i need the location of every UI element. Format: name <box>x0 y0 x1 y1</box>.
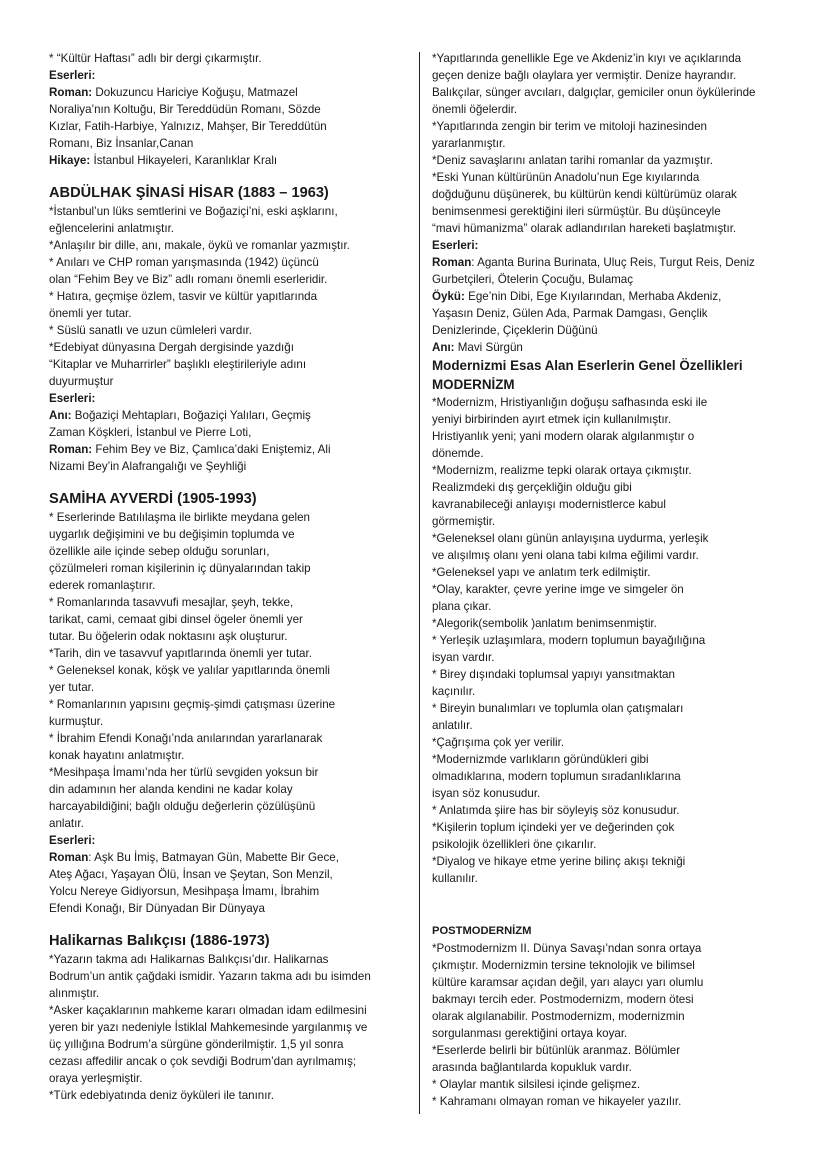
text-line: kaçınılır. <box>432 685 476 698</box>
text-line: * Kahramanı olmayan roman ve hikayeler yazılır. <box>432 1095 682 1108</box>
text-line: anlatılır. <box>432 719 473 732</box>
text-line: kavranabileceği anlayışı modernistlerce kabul <box>432 498 666 511</box>
text-line: Kızlar, Fatih-Harbiye, Yalnızız, Mahşer, Bir Tereddütün <box>49 120 327 133</box>
ayverdi-paragraph <box>49 509 405 832</box>
text-line: *Yapıtlarında zengin bir terim ve mitoloji hazinesinden <box>432 120 707 133</box>
text-line: Nizami Bey’in Alafrangalığı ve Şeyhliği <box>49 460 247 473</box>
text-line: çözülmeleri roman kişilerinin iç dünyalarından takip <box>49 562 311 575</box>
text-line: Yolcu Nereye Gidiyorsun, Mesihpaşa İmamı, İbrahim <box>49 885 320 898</box>
text-line: *Modernizm, realizme tepki olarak ortaya çıkmıştır. <box>432 464 692 477</box>
balikcisi-paragraph <box>49 951 405 1104</box>
text-line: *Geleneksel olanı günün anlayışına uydurma, yerleşik <box>432 532 709 545</box>
text-line: uygarlık değişimini ve bu değişimin toplumda ve <box>49 528 295 541</box>
text-line: *Deniz savaşlarını anlatan tarihi romanlar da yazmıştır. <box>432 154 713 167</box>
oyku-entry <box>432 288 784 305</box>
roman-entry <box>49 849 405 866</box>
balikcisi-continued-paragraph <box>432 50 784 237</box>
text-line: benimsenmesi gerektiğini ileri sürmüştür. Bu düşünceyle <box>432 205 721 218</box>
text-line: Yaşasın Deniz, Gülen Ada, Parmak Damgası, Gençlik <box>432 307 708 320</box>
section-heading-modernism-works: Modernizmi Esas Alan Eserlerin Genel Özellikleri <box>432 358 743 373</box>
text-line: Ege’nin Dibi, Ege Kıyılarından, Merhaba Akdeniz, <box>464 290 722 303</box>
roman-entry <box>49 84 405 101</box>
hikaye-entry <box>49 152 405 169</box>
works-label: Eserleri: <box>432 239 479 252</box>
text-line: *Olay, karakter, çevre yerine imge ve simgeler ön <box>432 583 684 596</box>
text-line: olarak algılanabilir. Postmodernizm, modernizmin <box>432 1010 685 1023</box>
right-column <box>432 50 784 1110</box>
hisar-paragraph <box>49 203 405 390</box>
text-line: harcayabildiğini; bağlı olduğu değerlerin çözülüşünü <box>49 800 316 813</box>
text-line: *Modernizm, Hristiyanlığın doğuşu safhasında eski ile <box>432 396 708 409</box>
roman-entry <box>49 441 405 458</box>
text-line: çıkmıştır. Modernizmin tersine teknolojik ve bilimsel <box>432 959 695 972</box>
text-line: Hristiyanlık yeni; yani modern olarak algılanmıştır o <box>432 430 695 443</box>
text-line: olmadıklarına, modern toplumun sıradanlıklarına <box>432 770 681 783</box>
text-line: alınmıştır. <box>49 987 100 1000</box>
text-line: *Eserlerde belirli bir bütünlük aranmaz. Bölümler <box>432 1044 681 1057</box>
hikaye-label: Hikaye: <box>49 154 91 167</box>
text-line: *Yazarın takma adı Halikarnas Balıkçısı’dır. Halikarnas <box>49 953 329 966</box>
text-line: “mavi hümanizma” olarak adlandırılan hareketi başlatmıştır. <box>432 222 737 235</box>
text-line: plana çıkar. <box>432 600 492 613</box>
text-line: yararlanmıştır. <box>432 137 506 150</box>
oyku-label: Öykü: <box>432 290 465 303</box>
text-line: *Anlaşılır bir dille, anı, makale, öykü ve romanlar yazmıştır. <box>49 239 350 252</box>
works-label: Eserleri: <box>49 834 96 847</box>
text-line: anlatır. <box>49 817 84 830</box>
text-line: Ateş Ağacı, Yaşayan Ölü, İnsan ve Şeytan, Son Menzil, <box>49 868 333 881</box>
text-line: Gurbetçileri, Ötelerin Çocuğu, Bulamaç <box>432 273 634 286</box>
text-line: arasında bağlantılarda kopukluk vardır. <box>432 1061 632 1074</box>
text-line: yeniyi birbirinden ayırt etmek için kullanılmıştır. <box>432 413 672 426</box>
text-line: ederek romanlaştırır. <box>49 579 156 592</box>
text-line: Realizmdeki dış gerçekliğin olduğu gibi <box>432 481 632 494</box>
text-line: sorgulanması gerektiğini ortaya koyar. <box>432 1027 628 1040</box>
text-line: görmemiştir. <box>432 515 496 528</box>
text-line: oraya yerleşmiştir. <box>49 1072 143 1085</box>
text-line: Romanı, Biz İnsanlar,Canan <box>49 137 194 150</box>
ani-label: Anı: <box>49 409 72 422</box>
works-label: Eserleri: <box>49 69 96 82</box>
text-line: kullanılır. <box>432 872 478 885</box>
section-subheading-modernism: MODERNİZM <box>432 377 515 392</box>
modernism-paragraph <box>432 394 784 887</box>
text-line: duyurmuştur <box>49 375 114 388</box>
text-line: isyan vardır. <box>432 651 495 664</box>
text-line: din adamının her alanda kendini ne kadar kolay <box>49 783 293 796</box>
text-line: * Bireyin bunalımları ve toplumla olan çatışmaları <box>432 702 684 715</box>
text-line: *Modernizmde varlıkların göründükleri gibi <box>432 753 649 766</box>
text-line: cezası affedilir ancak o çok sevdiği Bodrum’dan ayrılmamış; <box>49 1055 357 1068</box>
text-line: * Hatıra, geçmişe özlem, tasvir ve kültür yapıtlarında <box>49 290 318 303</box>
text-line: * İbrahim Efendi Konağı’nda anılarından yararlanarak <box>49 732 323 745</box>
text-line: Denizlerinde, Çiçeklerin Düğünü <box>432 324 598 337</box>
text-line: * Romanlarında tasavvufi mesajlar, şeyh, tekke, <box>49 596 294 609</box>
left-column <box>49 50 405 1104</box>
text-line: Noraliya’nın Koltuğu, Bir Tereddüdün Romanı, Sözde <box>49 103 321 116</box>
text-line: *Asker kaçaklarının mahkeme kararı olmadan idam edilmesini <box>49 1004 367 1017</box>
text-line: Boğaziçi Mehtapları, Boğaziçi Yalıları, Geçmiş <box>71 409 311 422</box>
text-line: Efendi Konağı, Bir Dünyadan Bir Dünyaya <box>49 902 265 915</box>
text-line: önemli öğelerdir. <box>432 103 518 116</box>
text-line: * Anıları ve CHP roman yarışmasında (1942) üçüncü <box>49 256 319 269</box>
text-line: *Diyalog ve hikaye etme yerine bilinç akışı tekniği <box>432 855 686 868</box>
roman-label: Roman <box>49 851 89 864</box>
text-line: *Postmodernizm II. Dünya Savaşı’ndan sonra ortaya <box>432 942 702 955</box>
text-line: isyan söz konusudur. <box>432 787 541 800</box>
text-line: Zaman Köşkleri, İstanbul ve Pierre Loti, <box>49 426 252 439</box>
text-line: Dokuzuncu Hariciye Koğuşu, Matmazel <box>92 86 298 99</box>
text-line: yer tutar. <box>49 681 95 694</box>
text-line: kültüre karamsar açıdan değil, yarı alaycı yarı olumlu <box>432 976 704 989</box>
text-line: * Olaylar mantık silsilesi içinde gelişmez. <box>432 1078 641 1091</box>
text-line: * Birey dışındaki toplumsal yapıyı yansıtmaktan <box>432 668 675 681</box>
text-line: *Edebiyat dünyasına Dergah dergisinde yazdığı <box>49 341 294 354</box>
column-divider <box>419 52 420 1114</box>
section-heading-ayverdi: SAMİHA AYVERDİ (1905-1993) <box>49 491 257 507</box>
text-line: *Geleneksel yapı ve anlatım terk edilmiştir. <box>432 566 651 579</box>
text-line: Fehim Bey ve Biz, Çamlıca’daki Eniştemiz, Ali <box>92 443 331 456</box>
text-line: yeren bir yazı nedeniyle İstiklal Mahkemesinde yargılanmış ve <box>49 1021 368 1034</box>
section-heading-balikcisi: Halikarnas Balıkçısı (1886-1973) <box>49 933 270 949</box>
text-line: geçen denize bağlı olaylara yer vermiştir. Denize hayrandır. <box>432 69 737 82</box>
text-line: : Aşk Bu İmiş, Batmayan Gün, Mabette Bir Gece, <box>88 851 339 864</box>
text-line: kurmuştur. <box>49 715 104 728</box>
text-line: *Alegorik(sembolik )anlatım benimsenmiştir. <box>432 617 657 630</box>
text-line: olan “Fehim Bey ve Biz” adlı romanı önemli eserleridir. <box>49 273 328 286</box>
text-line: * Yerleşik uzlaşımlara, modern toplumun bayağılığına <box>432 634 706 647</box>
text-line: *Mesihpaşa İmamı’nda her türlü sevgiden yoksun bir <box>49 766 319 779</box>
text-line: *Eski Yunan kültürünün Anadolu’nun Ege kıyılarında <box>432 171 700 184</box>
text-line: Bodrum’un antik çağdaki ismidir. Yazarın takma adı bu isimden <box>49 970 371 983</box>
text-line: tarikat, cami, cemaat gibi dinsel ögeler önemli yer <box>49 613 303 626</box>
text-line: *Türk edebiyatında deniz öyküleri ile tanınır. <box>49 1089 274 1102</box>
text-line: dönemde. <box>432 447 484 460</box>
roman-entry <box>432 254 784 271</box>
text-line: psikolojik özellikleri öne çıkarılır. <box>432 838 597 851</box>
works-label: Eserleri: <box>49 392 96 405</box>
text-line: *Tarih, din ve tasavvuf yapıtlarında önemli yer tutar. <box>49 647 312 660</box>
postmodernism-paragraph <box>432 940 784 1110</box>
text-line: eğlencelerini anlatmıştır. <box>49 222 175 235</box>
intro-line: * “Kültür Haftası” adlı bir dergi çıkarmıştır. <box>49 52 262 65</box>
text-line: * Süslü sanatlı ve uzun cümleleri vardır. <box>49 324 252 337</box>
text-line: Balıkçılar, sünger avcıları, dalgıçlar, gemiciler onun öykülerinde <box>432 86 756 99</box>
text-line: Mavi Sürgün <box>454 341 523 354</box>
text-line: *Çağrışıma çok yer verilir. <box>432 736 565 749</box>
roman-label: Roman: <box>49 443 93 456</box>
text-line: *Yapıtlarında genellikle Ege ve Akdeniz’in kıyı ve açıklarında <box>432 52 742 65</box>
text-line: bakmayı tercih eder. Postmodernizm, modern ötesi <box>432 993 694 1006</box>
text-line: *Kişilerin toplum içindeki yer ve değerinden çok <box>432 821 675 834</box>
section-heading-postmodernism: POSTMODERNİZM <box>432 925 532 937</box>
text-line: * Eserlerinde Batılılaşma ile birlikte meydana gelen <box>49 511 310 524</box>
text-line: * Geleneksel konak, köşk ve yalılar yapıtlarında önemli <box>49 664 330 677</box>
text-line: doğduğunu düşünerek, bu kültürün kendi kültürümüz olarak <box>432 188 737 201</box>
roman-label: Roman <box>432 256 472 269</box>
text-line: özellikle aile içinde sebep olduğu sorunları, <box>49 545 270 558</box>
text-line: : Aganta Burina Burinata, Uluç Reis, Turgut Reis, Deniz <box>471 256 755 269</box>
section-heading-hisar: ABDÜLHAK ŞİNASİ HİSAR (1883 – 1963) <box>49 185 329 201</box>
text-line: *İstanbul’un lüks semtlerini ve Boğaziçi’ni, eski aşklarını, <box>49 205 338 218</box>
text-line: konak hayatını anlatmıştır. <box>49 749 185 762</box>
ani-label: Anı: <box>432 341 455 354</box>
text-line: tutar. Bu öğelerin odak noktasını aşk oluşturur. <box>49 630 288 643</box>
text-line: * Romanlarının yapısını geçmiş-şimdi çatışması üzerine <box>49 698 336 711</box>
text-line: önemli yer tutar. <box>49 307 132 320</box>
text-line: ve alışılmış olanı yeni olana tabi kılma eğilimi vardır. <box>432 549 699 562</box>
text-line: üç yıllığına Bodrum’a sürgüne gönderilmiştir. 1,5 yıl sonra <box>49 1038 344 1051</box>
ani-entry <box>432 339 784 356</box>
text-line: “Kitaplar ve Muharrirler” başlıklı eleştirileriyle adını <box>49 358 307 371</box>
roman-label: Roman: <box>49 86 93 99</box>
text-line: * Anlatımda şiire has bir söyleyiş söz konusudur. <box>432 804 680 817</box>
ani-entry <box>49 407 405 424</box>
text-line: İstanbul Hikayeleri, Karanlıklar Kralı <box>90 154 278 167</box>
